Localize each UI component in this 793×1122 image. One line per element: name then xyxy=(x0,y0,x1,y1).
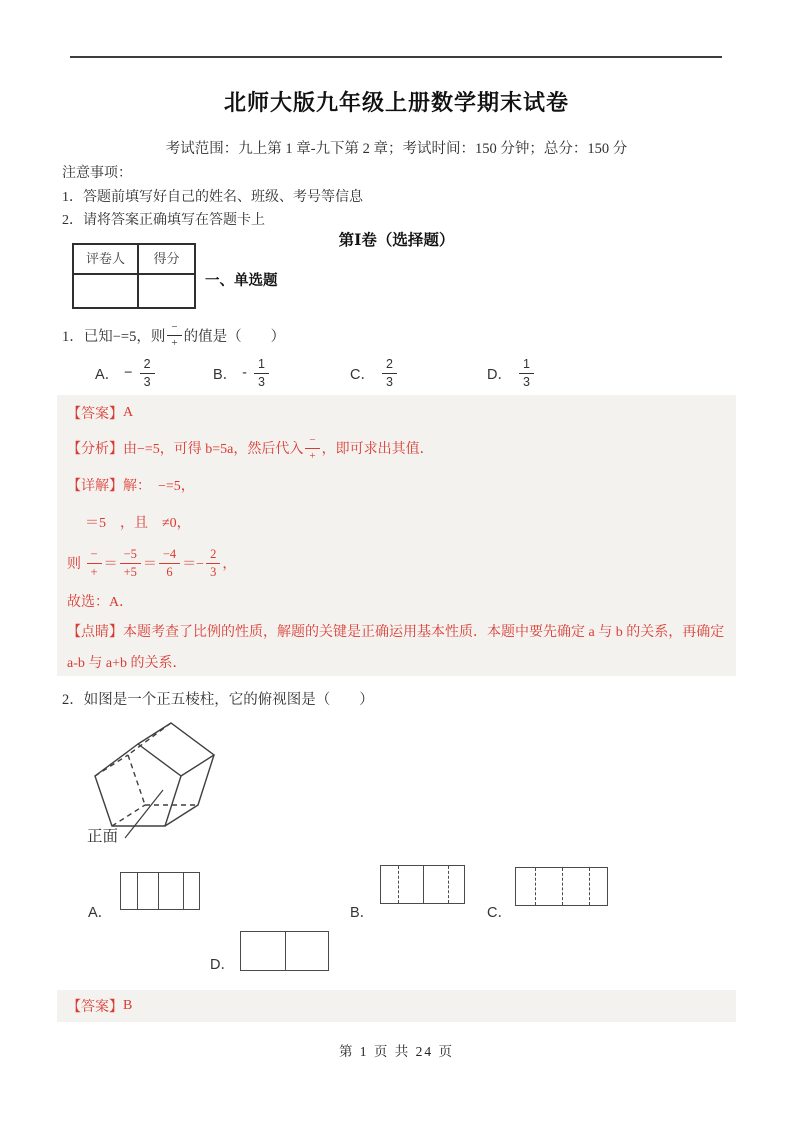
q1-detail-line2: ＝5 ，且 ≠0， xyxy=(85,516,191,531)
q2-option-d-shape xyxy=(240,931,329,971)
q1-option-b-letter: B． xyxy=(213,366,238,383)
eq-fraction-3: $\frac{-4}{6}$ xyxy=(159,548,180,578)
page-title: 北师大版九年级上册数学期末试卷 xyxy=(223,90,569,115)
q2-option-a-letter: A． xyxy=(88,905,113,921)
q1-option-a-sign: − xyxy=(124,365,133,381)
table-divider-horizontal xyxy=(74,273,194,275)
q2-option-d-letter: D． xyxy=(210,957,235,973)
q2-answer-bar: 【答案】 B xyxy=(57,990,736,1022)
exam-meta-line: 考试范围：九上第 1 章-九下第 2 章；考试时间：150 分钟；总分：150 分 xyxy=(165,141,628,157)
q1-analysis-line: 【分析】 由−=5，可得 b=5a，然后代入 $\frac{-}{+}$ ，即可求出其值． xyxy=(67,433,434,462)
q1-stem-pre: 1．已知−=5，则 xyxy=(62,328,166,345)
notice-item-2: 2．请将答案正确填写在答题卡上 xyxy=(62,213,265,228)
grader-score-table xyxy=(72,243,196,309)
q2-option-c-letter: C． xyxy=(487,905,512,921)
q1-option-d-fraction: $\frac{1}{3}$ xyxy=(519,358,534,388)
table-header-grader: 评卷人 xyxy=(85,251,125,266)
q2-option-b-letter: B． xyxy=(350,905,375,921)
q1-option-a-letter: A． xyxy=(95,366,120,383)
q2-option-b-shape xyxy=(380,865,465,904)
q1-stem-post: 的值是（ ） xyxy=(183,328,286,345)
notice-item-1: 1．答题前填写好自己的姓名、班级、考号等信息 xyxy=(62,190,363,205)
question-2-stem: 2．如图是一个正五棱柱，它的俯视图是（ ） xyxy=(62,692,374,708)
q1-analysis-fraction: $\frac{-}{+}$ xyxy=(305,435,319,462)
analysis-tag: 【分析】 xyxy=(67,442,123,457)
figure-front-label: 正面 xyxy=(87,828,119,845)
notice-heading: 注意事项： xyxy=(62,166,132,181)
q2-option-c-shape xyxy=(515,867,608,906)
q1-answer-line: 【答案】 A xyxy=(67,405,134,422)
q1-option-c-fraction: $\frac{2}{3}$ xyxy=(382,358,397,388)
q1-stem-fraction: $\frac{-}{+}$ xyxy=(167,322,181,349)
question-1-stem xyxy=(62,318,285,352)
q1-note-paragraph: 【点睛】本题考查了比例的性质，解题的关键是正确运用基本性质．本题中要先确定 a 与 b 的关系，再确定 a-b 与 a+b 的关系． xyxy=(67,625,725,671)
answer-tag: 【答案】 xyxy=(67,1000,123,1015)
q1-conclusion-line: 故选：A． xyxy=(67,595,134,610)
table-header-score: 得分 xyxy=(153,251,180,266)
note-tag: 【点睛】 xyxy=(67,625,123,640)
eq-fraction-2: $\frac{-5}{+5}$ xyxy=(120,548,141,578)
q1-option-a xyxy=(95,356,157,390)
q2-option-a-shape xyxy=(120,872,200,910)
q1-option-d xyxy=(487,356,536,390)
q1-option-b-sign: - xyxy=(242,365,248,381)
top-rule xyxy=(70,56,722,58)
q1-option-b xyxy=(213,356,271,390)
eq-fraction-4: $\frac{2}{3}$ xyxy=(206,548,220,578)
q1-detail-line1: 【详解】 解： −=5， xyxy=(67,475,195,495)
page-footer: 第 1 页 共 24 页 xyxy=(338,1044,455,1059)
q1-option-c-letter: C． xyxy=(350,366,375,383)
section1-heading: 第Ⅰ卷（选择题） xyxy=(338,232,455,249)
detail-tag: 【详解】 xyxy=(67,479,123,494)
eq-fraction-1: $\frac{-}{+}$ xyxy=(87,548,102,578)
q1-equation-line: 则 $\frac{-}{+}$ ＝ $\frac{-5}{+5}$ ＝ $\frac{-4}{6}$ ＝− $\frac{2}{3}$ ， xyxy=(67,547,237,579)
q1-option-a-fraction: $\frac{2}{3}$ xyxy=(140,358,155,388)
part1-heading: 一、单选题 xyxy=(205,273,278,289)
q1-option-b-fraction: $\frac{1}{3}$ xyxy=(254,358,269,388)
q1-option-d-letter: D． xyxy=(487,366,512,383)
q1-answer-block xyxy=(57,395,736,676)
answer-tag: 【答案】 xyxy=(67,407,123,422)
q1-option-c xyxy=(350,356,399,390)
